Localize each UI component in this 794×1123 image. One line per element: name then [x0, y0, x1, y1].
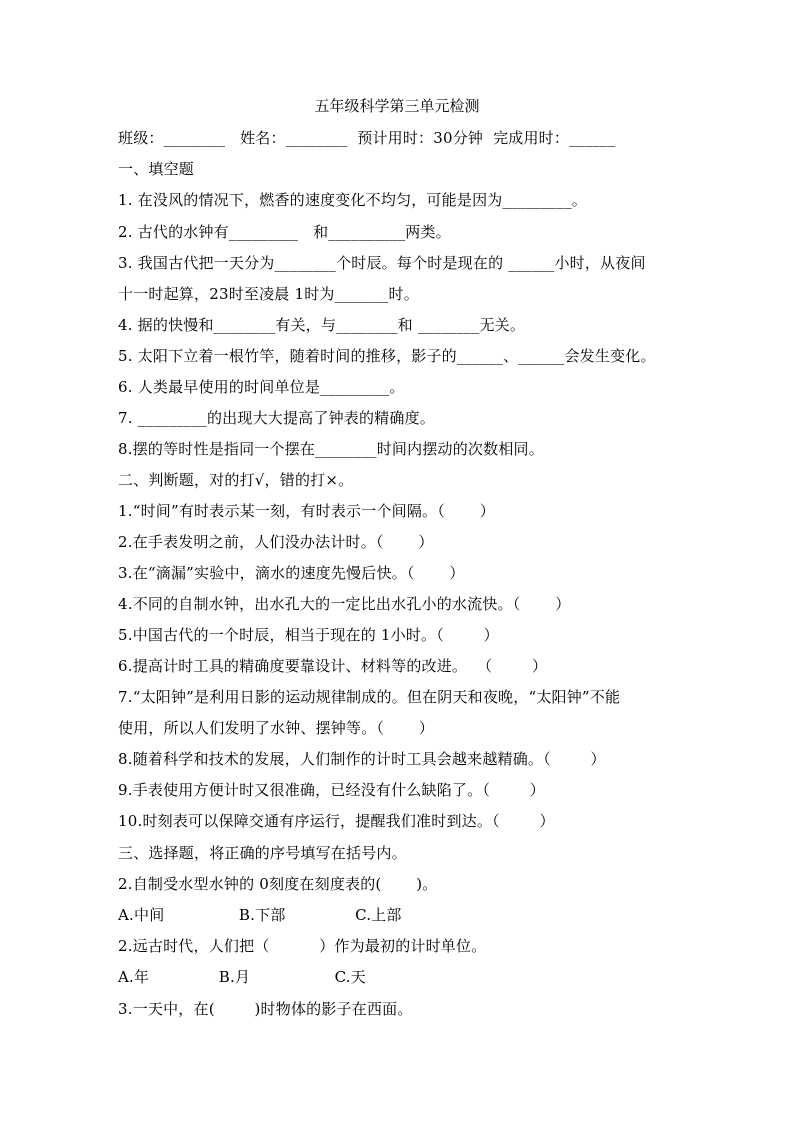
question-line: 4.不同的自制水钟，出水孔大的一定比出水孔小的水流快。（ ）	[118, 595, 571, 613]
options-line: A.年 B.月 C.天	[118, 968, 366, 986]
section-1-heading: 一、填空题	[118, 160, 195, 178]
question-line: 7. _________的出现大大提高了钟表的精确度。	[118, 409, 435, 427]
page-title: 五年级科学第三单元检测	[314, 97, 480, 115]
question-line: 十一时起算，23时至凌晨 1时为_______时。	[118, 285, 419, 303]
header-info-line: 班级：________ 姓名：________ 预计用时：30分钟 完成用时：______	[118, 129, 616, 147]
question-line: 6.提高计时工具的精确度要靠设计、材料等的改进。 （ ）	[118, 657, 548, 675]
question-line: 7.“太阳钟”是利用日影的运动规律制成的。但在阴天和夜晚，“太阳钟”不能	[118, 688, 621, 706]
question-line: 1. 在没风的情况下，燃香的速度变化不均匀，可能是因为_________。	[118, 191, 587, 209]
question-line: 4. 据的快慢和________有关，与________和 ________无关。	[118, 316, 526, 334]
question-line: 8.随着科学和技术的发展，人们制作的计时工具会越来越精确。（ ）	[118, 750, 606, 768]
question-line: 9.手表使用方便计时又很准确，已经没有什么缺陷了。（ ）	[118, 781, 545, 799]
question-line: 3.一天中，在( )时物体的影子在西面。	[118, 1000, 413, 1018]
question-line: 3.在“滴漏”实验中，滴水的速度先慢后快。（ ）	[118, 564, 465, 582]
question-line: 6. 人类最早使用的时间单位是_________。	[118, 378, 405, 396]
question-line: 3. 我国古代把一天分为________个时辰。每个时是现在的 ______小时，从夜间	[118, 254, 646, 272]
options-line: A.中间 B.下部 C.上部	[118, 906, 402, 924]
question-line: 2. 古代的水钟有_________ 和__________两类。	[118, 223, 451, 241]
section-3-heading: 三、选择题，将正确的序号填写在括号内。	[118, 844, 407, 862]
question-line: 8.摆的等时性是指同一个摆在________时间内摆动的次数相同。	[118, 440, 544, 458]
question-line: 使用，所以人们发明了水钟、摆钟等。（ ）	[118, 719, 435, 737]
question-line: 2.自制受水型水钟的 0刻度在刻度表的( )。	[118, 875, 438, 893]
question-line: 2.在手表发明之前，人们没办法计时。（ ）	[118, 533, 434, 551]
question-line: 5. 太阳下立着一根竹竿，随着时间的推移，影子的______、______会发生变化。	[118, 347, 656, 365]
question-line: 1.“时间”有时表示某一刻，有时表示一个间隔。（ ）	[118, 502, 495, 520]
section-2-heading: 二、判断题，对的打√，错的打×。	[118, 471, 354, 489]
question-line: 10.时刻表可以保障交通有序运行，提醒我们准时到达。（ ）	[118, 812, 555, 830]
question-line: 5.中国古代的一个时辰，相当于现在的 1小时。（ ）	[118, 626, 499, 644]
question-line: 2.远古时代，人们把（ ）作为最初的计时单位。	[118, 937, 487, 955]
